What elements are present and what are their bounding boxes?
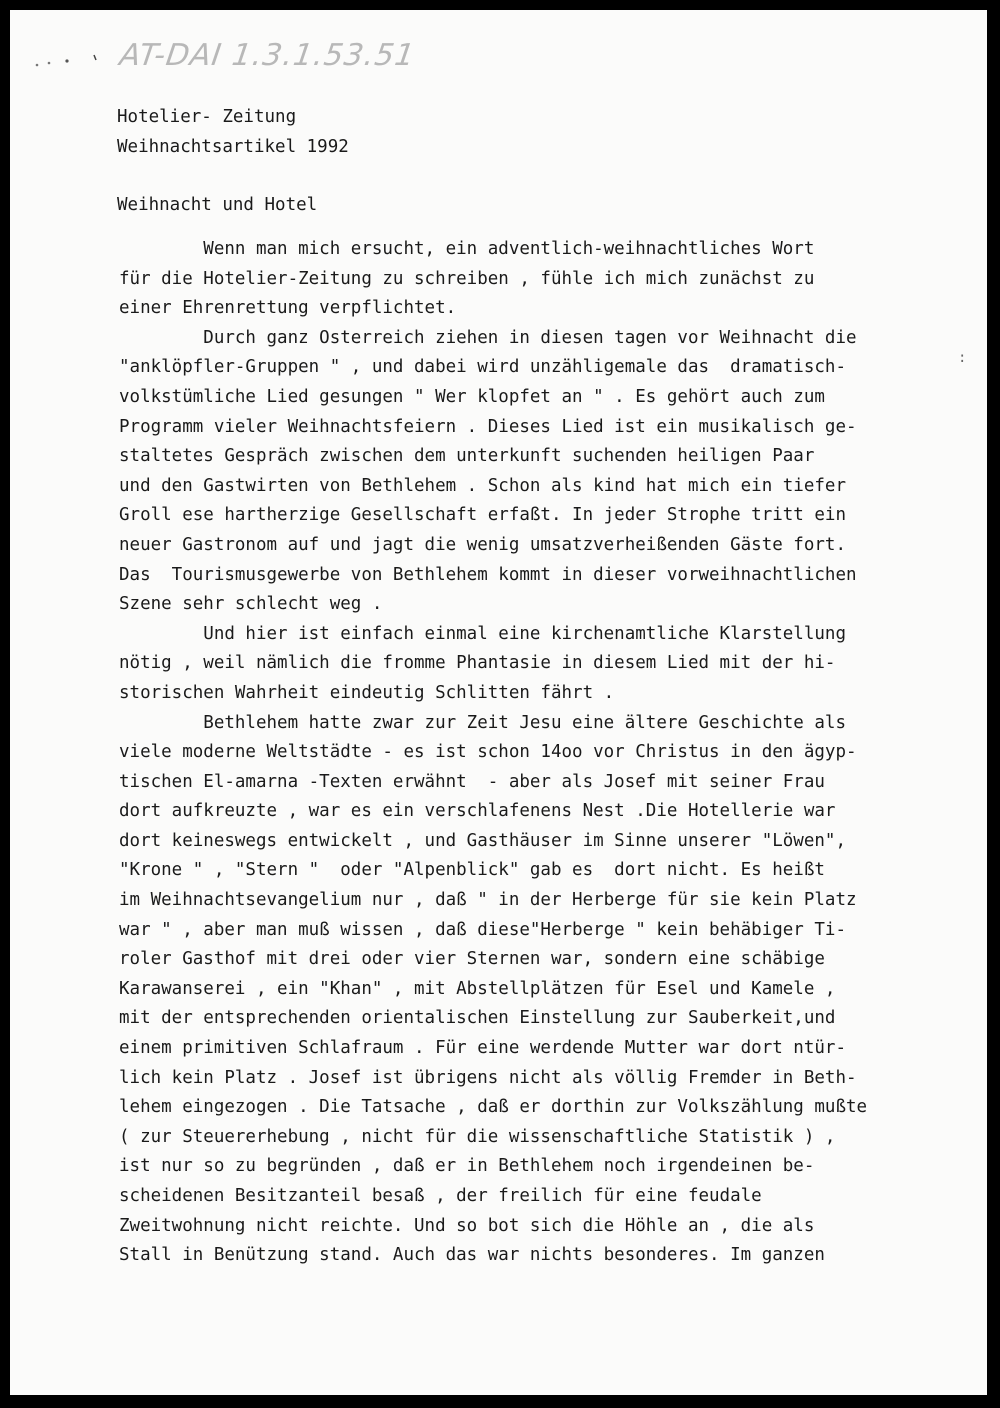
text-line: Stall in Benützung stand. Auch das war nichts besonderes. Im ganzen: [119, 1245, 825, 1266]
text-line: tischen El-amarna -Texten erwähnt - aber als Josef mit seiner Frau: [119, 771, 825, 792]
document-header: [117, 102, 349, 162]
text-line: im Weihnachtsevangelium nur , daß " in der Herberge für sie kein Platz: [119, 890, 857, 911]
text-line: Karawanserei , ein "Khan" , mit Abstellplätzen für Esel und Kamele ,: [119, 978, 836, 999]
text-line: Bethlehem hatte zwar zur Zeit Jesu eine ältere Geschichte als: [119, 712, 846, 733]
text-line: ( zur Steuererhebung , nicht für die wissenschaftliche Statistik ) ,: [119, 1126, 836, 1147]
text-line: storischen Wahrheit eindeutig Schlitten fährt .: [119, 682, 615, 703]
text-line: und den Gastwirten von Bethlehem . Schon als kind hat mich ein tiefer: [119, 475, 846, 496]
text-line: "anklöpfler-Gruppen " , und dabei wird unzähligemale das dramatisch-: [119, 357, 846, 378]
text-line: roler Gasthof mit drei oder vier Sternen war, sondern eine schäbige: [119, 949, 825, 970]
text-line: war " , aber man muß wissen , daß diese"Herberge " kein behäbiger Ti-: [119, 919, 846, 940]
text-line: scheidenen Besitzanteil besaß , der freilich für eine feudale: [119, 1186, 762, 1206]
text-line: neuer Gastronom auf und jagt die wenig umsatzverheißenden Gäste fort.: [119, 534, 846, 555]
text-line: für die Hotelier-Zeitung zu schreiben , fühle ich mich zunächst zu: [119, 268, 815, 289]
article-title: Weihnacht und Hotel: [117, 195, 318, 215]
publication-name: Hotelier- Zeitung: [117, 107, 297, 127]
text-line: Programm vieler Weihnachtsfeiern . Dieses Lied ist ein musikalisch ge-: [119, 416, 857, 437]
text-line: Groll ese hartherzige Gesellschaft erfaßt. In jeder Strophe tritt ein: [119, 505, 846, 526]
margin-tick: :: [958, 350, 967, 366]
text-line: einem primitiven Schlafraum . Für eine werdende Mutter war dort ntür-: [119, 1038, 846, 1059]
text-line: lehem eingezogen . Die Tatsache , daß er dorthin zur Volkszählung mußte: [119, 1097, 868, 1118]
text-line: Zweitwohnung nicht reichte. Und so bot sich die Höhle an , die als: [119, 1215, 815, 1236]
text-line: mit der entsprechenden orientalischen Einstellung zur Sauberkeit,und: [119, 1008, 836, 1029]
text-line: volkstümliche Lied gesungen " Wer klopfet an " . Es gehört auch zum: [119, 386, 825, 407]
text-line: staltetes Gespräch zwischen dem unterkunft suchenden heiligen Paar: [119, 446, 815, 467]
margin-dots: [34, 52, 104, 72]
text-line: Wenn man mich ersucht, ein adventlich-weihnachtliches Wort: [119, 239, 815, 259]
text-line: viele moderne Weltstädte - es ist schon 14oo vor Christus in den ägyp-: [119, 742, 857, 763]
article-label: Weihnachtsartikel 1992: [117, 137, 349, 157]
text-line: Durch ganz Osterreich ziehen in diesen tagen vor Weihnacht die: [119, 327, 857, 348]
article-body: [119, 235, 974, 1271]
document-page: [10, 10, 987, 1395]
text-line: dort keineswegs entwickelt , und Gasthäuser im Sinne unserer "Löwen",: [119, 830, 846, 851]
text-line: dort aufkreuzte , war es ein verschlafenens Nest .Die Hotellerie war: [119, 801, 836, 822]
text-line: Das Tourismusgewerbe von Bethlehem kommt in dieser vorweihnachtlichen: [119, 564, 857, 585]
text-line: ist nur so zu begründen , daß er in Bethlehem noch irgendeinen be-: [119, 1156, 815, 1177]
text-line: "Krone " , "Stern " oder "Alpenblick" gab es dort nicht. Es heißt: [119, 860, 825, 881]
archive-signature-stamp: AT-DAI 1.3.1.53.51: [117, 38, 418, 73]
text-line: Szene sehr schlecht weg .: [119, 594, 383, 615]
text-line: nötig , weil nämlich die fromme Phantasie in diesem Lied mit der hi-: [119, 653, 836, 674]
text-line: Und hier ist einfach einmal eine kirchenamtliche Klarstellung: [119, 623, 846, 644]
text-line: lich kein Platz . Josef ist übrigens nicht als völlig Fremder in Beth-: [119, 1067, 857, 1088]
text-line: einer Ehrenrettung verpflichtet.: [119, 298, 457, 319]
